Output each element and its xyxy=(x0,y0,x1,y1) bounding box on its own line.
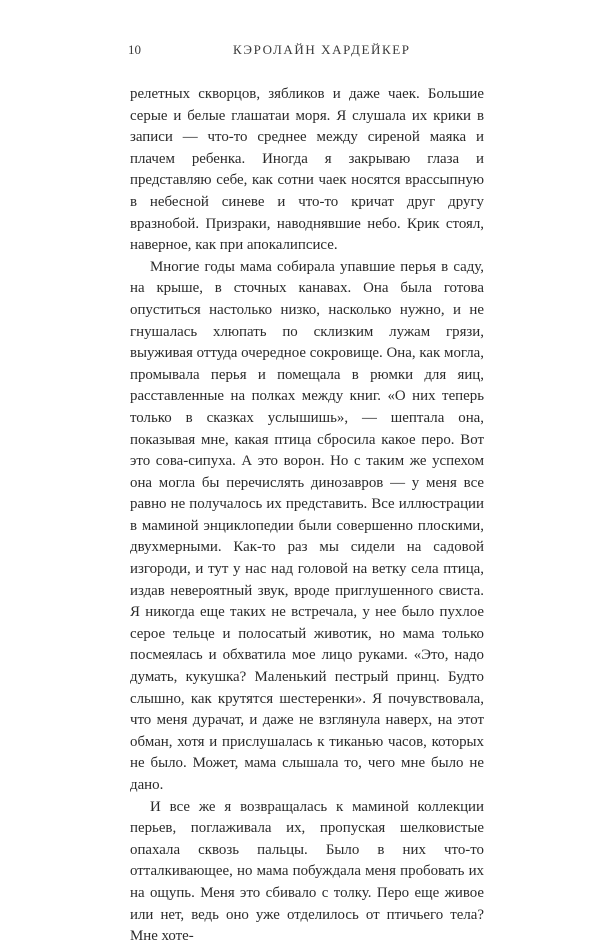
body-text xyxy=(130,84,484,948)
paragraph-feathers: Многие годы мама собирала упавшие перья в саду, на крыше, в сточных канавах. Она была готова опуститься настолько низко, насколько нужно, и не гнушалась хлюпать по склизким лужам грязи, выуживая оттуда очередное сокровище. Она, как могла, промывала перья и помещала в рюмки для яиц, расставленные на полках между книг. «О них теперь только в сказках услышишь», — шептала она, показывая мне, какая птица сбросила какое перо. Вот это сова-сипуха. А это ворон. Но с таким же успехом она могла бы перечислять динозавров — у меня все равно не получалось их представить. Все иллюстрации в маминой энциклопедии были совершенно плоскими, двухмерными. Как-то раз мы сидели на садовой изгороди, и тут у нас над головой на ветку села птица, издав невероятный звук, вроде приглушенного свиста. Я никогда еще таких не встречала, у нее было пухлое серое тельце и полосатый животик, но мама только посмеялась и обхватила мое лицо руками. «Это, надо думать, кукушка? Маленький пестрый принц. Будто слышно, как крутятся шестеренки». Я почувствовала, что меня дурачат, и даже не взглянула наверх, на этот обман, хотя и прислушалась к тиканью часов, которых не было. Может, мама слышала то, чего мне было не дано. xyxy=(130,258,484,793)
page-number: 10 xyxy=(128,42,141,57)
book-author-header: КЭРОЛАЙН ХАРДЕЙКЕР xyxy=(233,42,411,57)
paragraph-continued: релетных скворцов, зябликов и даже чаек. Большие серые и белые глашатаи моря. Я слушала их крики в записи — что-то среднее между сиреной маяка и плачем ребенка. Иногда я закрываю глаза и представляю себе, как сотни чаек носятся врассыпную в небесной синеве и что-то кричат друг другу вразнобой. Призраки, наводнявшие небо. Крик стоял, наверное, как при апокалипсисе. xyxy=(130,86,484,254)
paragraph-collection: И все же я возвращалась к маминой коллекции перьев, поглаживала их, пропуская шелковистые опахала сквозь пальцы. Было в них что-то отталкивающее, но мама побуждала меня пробовать их на ощупь. Меня это сбивало с толку. Перо еще живое или нет, ведь оно уже отделилось от птичьего тела? Мне хоте- xyxy=(130,798,484,945)
running-head xyxy=(128,42,483,62)
